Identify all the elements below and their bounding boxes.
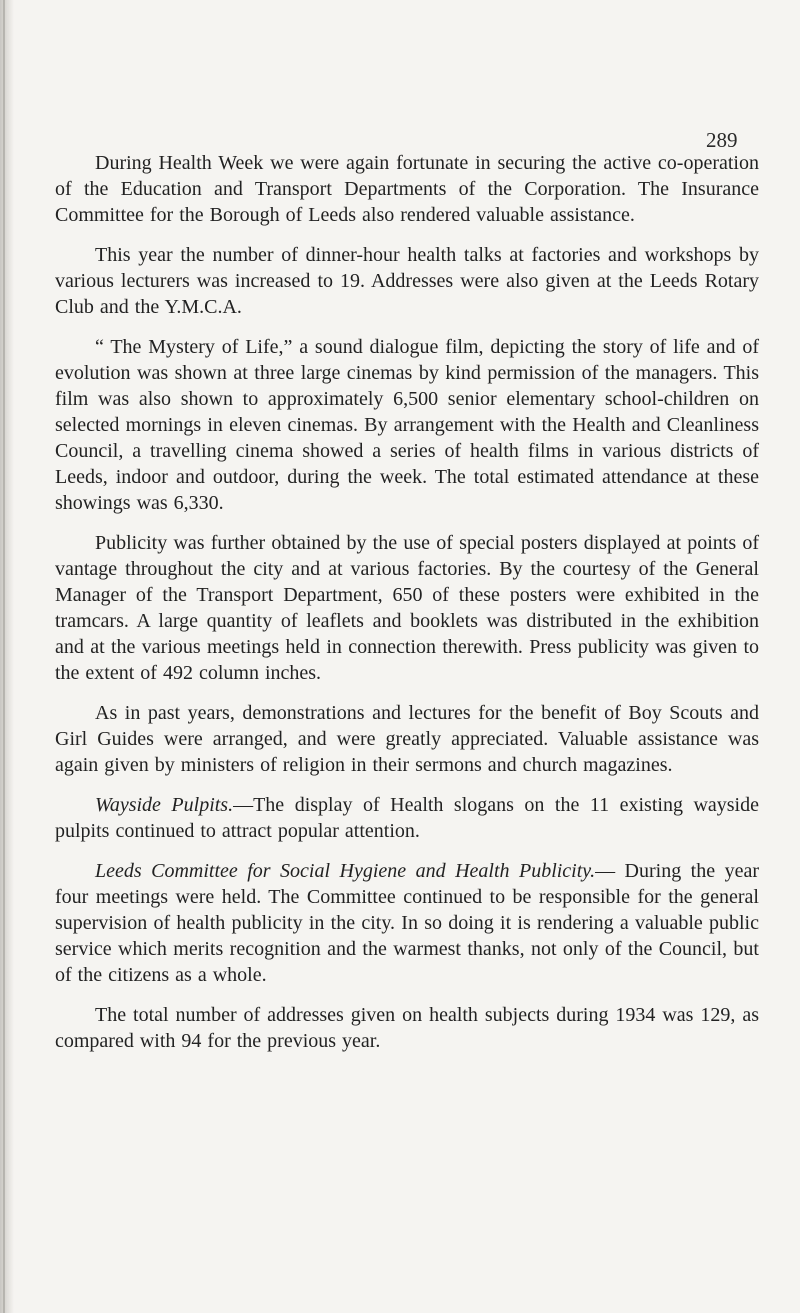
paragraph-wayside-pulpits (55, 792, 759, 844)
paragraph-title: Wayside Pulpits. (95, 794, 234, 816)
paragraph-text: The total number of addresses given on health subjects during 1934 was 129, as compared with 94 for the previous year. (55, 1004, 759, 1052)
page-binding-line (3, 0, 5, 1313)
paragraph-text: —The display of Health slogans on the 11 existing wayside pulpits continued to attract popular attention. (55, 794, 759, 842)
paragraph-leeds-committee (55, 858, 759, 988)
paragraph-text: Publicity was further obtained by the use of special posters displayed at points of vantage throughout the city and at various factories. By the courtesy of the General Manager of the Transport Department, 650 of these posters were exhibited in the tramcars. A large quantity of leaflets and booklets was distributed in the exhibition and at the various meetings held in connection therewith. Press publicity was given to the extent of 492 column inches. (55, 532, 759, 684)
paragraph-scouts-guides (55, 700, 759, 778)
paragraph-text: As in past years, demonstrations and lectures for the benefit of Boy Scouts and Girl Guides were arranged, and were greatly appreciated. Valuable assistance was again given by ministers of religion in their sermons and church magazines. (55, 702, 759, 776)
paragraph-text: This year the number of dinner-hour health talks at factories and workshops by various lecturers was increased to 19. Addresses were also given at the Leeds Rotary Club and the Y.M.C.A. (55, 244, 759, 318)
paragraph-title: Leeds Committee for Social Hygiene and Health Publicity. (95, 860, 596, 882)
paragraph-text: — During the year four meetings were held. The Committee continued to be responsible for the general supervision of health publicity in the city. In so doing it is rendering a valuable public service which merits recognition and the warmest thanks, not only of the Council, but of the citizens as a whole. (55, 860, 759, 986)
paragraph-publicity (55, 530, 759, 686)
paragraph-text: During Health Week we were again fortunate in securing the active co-operation of the Education and Transport Departments of the Corporation. The Insurance Committee for the Borough of Leeds also rendered valuable assistance. (55, 152, 759, 226)
body-text (55, 150, 759, 1068)
paragraph-addresses-total (55, 1002, 759, 1054)
paragraph-text: “ The Mystery of Life,” a sound dialogue film, depicting the story of life and of evolution was shown at three large cinemas by kind permission of the managers. This film was also shown to approximately 6,500 senior elementary school-children on selected mornings in eleven cinemas. By arrangement with the Health and Cleanliness Council, a travelling cinema showed a series of health films in various districts of Leeds, indoor and outdoor, during the week. The total estimated attendance at these showings was 6,330. (55, 336, 759, 514)
paragraph-health-week (55, 150, 759, 228)
paragraph-film (55, 334, 759, 516)
paragraph-health-talks (55, 242, 759, 320)
page-number: 289 (706, 128, 738, 152)
